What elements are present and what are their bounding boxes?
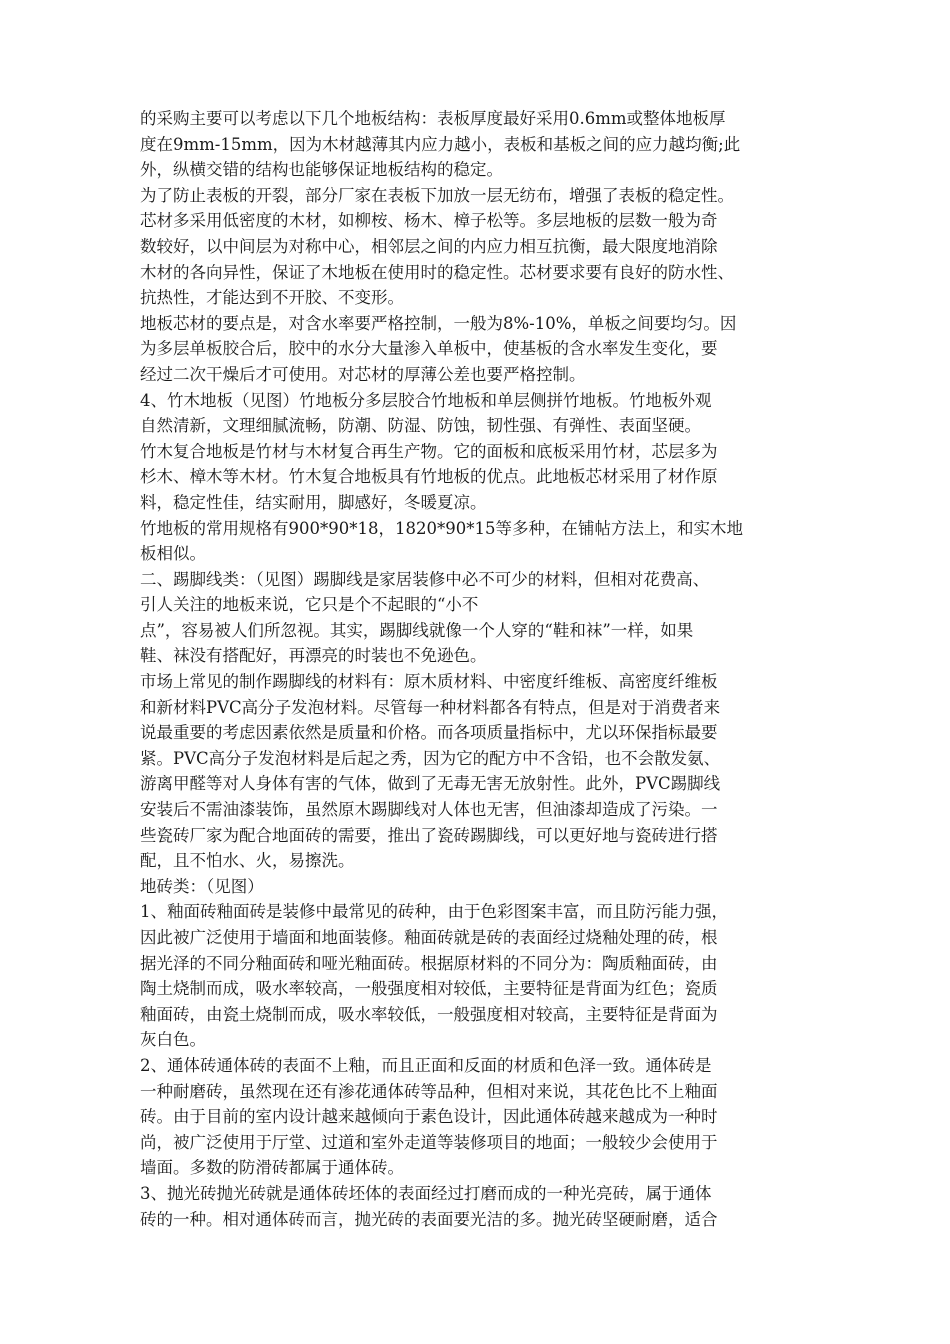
text-line: 度在9mm-15mm，因为木材越薄其内应力越小，表板和基板之间的应力越均衡;此	[140, 134, 741, 154]
text-line: 砖。由于目前的室内设计越来越倾向于素色设计，因此通体砖越来越成为一种时	[140, 1107, 718, 1127]
text-line: 说最重要的考虑因素依然是质量和价格。而各项质量指标中，尤以环保指标最要	[140, 723, 718, 743]
text-line: 一种耐磨砖，虽然现在还有渗花通体砖等品种，但相对来说，其花色比不上釉面	[140, 1081, 718, 1101]
text-line: 配，且不怕水、火，易擦洗。	[140, 851, 355, 871]
text-line: 墙面。多数的防滑砖都属于通体砖。	[140, 1158, 404, 1178]
text-line: 砖的一种。相对通体砖而言，抛光砖的表面要光洁的多。抛光砖坚硬耐磨，适合	[140, 1209, 718, 1229]
text-line: 杉木、樟木等木材。竹木复合地板具有竹地板的优点。此地板芯材采用了材作原	[140, 467, 718, 487]
text-line: 为多层单板胶合后，胶中的水分大量渗入单板中，使基板的含水率发生变化，要	[140, 339, 718, 359]
text-line: 为了防止表板的开裂，部分厂家在表板下加放一层无纺布，增强了表板的稳定性。	[140, 185, 734, 205]
text-line: 点”，容易被人们所忽视。其实，踢脚线就像一个人穿的“鞋和袜”一样，如果	[140, 620, 694, 640]
text-line: 3、抛光砖抛光砖就是通体砖坯体的表面经过打磨而成的一种光亮砖，属于通体	[140, 1183, 712, 1203]
text-line: 鞋、袜没有搭配好，再漂亮的时装也不免逊色。	[140, 646, 487, 666]
text-line: 紧。PVC高分子发泡材料是后起之秀，因为它的配方中不含铅，也不会散发氨、	[140, 748, 721, 768]
text-line: 地砖类：（见图）	[140, 876, 264, 896]
text-line: 4、竹木地板（见图）竹地板分多层胶合竹地板和单层侧拼竹地板。竹地板外观	[140, 390, 712, 410]
text-line: 板相似。	[140, 544, 206, 564]
text-line: 的采购主要可以考虑以下几个地板结构：表板厚度最好采用0.6mm或整体地板厚	[140, 109, 726, 128]
text-line: 陶土烧制而成，吸水率较高，一般强度相对较低，主要特征是背面为红色；瓷质	[140, 979, 718, 999]
text-line: 经过二次干燥后才可使用。对芯材的厚薄公差也要严格控制。	[140, 364, 586, 384]
text-line: 据光泽的不同分釉面砖和哑光釉面砖。根据原材料的不同分为：陶质釉面砖，由	[140, 953, 718, 973]
text-line: 引人关注的地板来说，它只是个不起眼的“小不	[140, 595, 479, 615]
text-line: 2、通体砖通体砖的表面不上釉，而且正面和反面的材质和色泽一致。通体砖是	[140, 1055, 712, 1075]
text-line: 木材的各向异性，保证了木地板在使用时的稳定性。芯材要求要有良好的防水性、	[140, 262, 734, 282]
text-line: 灰白色。	[140, 1030, 206, 1050]
text-line: 抗热性，才能达到不开胶、不变形。	[140, 288, 404, 308]
text-line: 竹木复合地板是竹材与木材复合再生产物。它的面板和底板采用竹材，芯层多为	[140, 441, 718, 461]
text-line: 因此被广泛使用于墙面和地面装修。釉面砖就是砖的表面经过烧釉处理的砖，根	[140, 928, 718, 947]
text-line: 安装后不需油漆装饰，虽然原木踢脚线对人体也无害，但油漆却造成了污染。一	[140, 800, 718, 820]
text-line: 些瓷砖厂家为配合地面砖的需要，推出了瓷砖踢脚线，可以更好地与瓷砖进行搭	[140, 825, 718, 845]
text-line: 数较好，以中间层为对称中心，相邻层之间的内应力相互抗衡，最大限度地消除	[140, 236, 718, 256]
text-line: 1、釉面砖釉面砖是装修中最常见的砖种，由于色彩图案丰富，而且防污能力强，	[140, 902, 728, 922]
text-line: 竹地板的常用规格有900*90*18，1820*90*15等多种，在铺帖方法上，和实木地	[140, 518, 743, 538]
document-page	[140, 106, 840, 1232]
text-line: 外，纵横交错的结构也能够保证地板结构的稳定。	[140, 160, 503, 180]
text-line: 釉面砖，由瓷土烧制而成，吸水率较低，一般强度相对较高，主要特征是背面为	[140, 1004, 718, 1024]
text-line: 尚，被广泛使用于厅堂、过道和室外走道等装修项目的地面；一般较少会使用于	[140, 1132, 718, 1152]
text-line: 自然清新，文理细腻流畅，防潮、防湿、防蚀，韧性强、有弹性、表面坚硬。	[140, 416, 701, 436]
text-line: 二、踢脚线类：（见图）踢脚线是家居装修中必不可少的材料，但相对花费高、	[140, 569, 710, 589]
text-line: 芯材多采用低密度的木材，如柳桉、杨木、樟子松等。多层地板的层数一般为奇	[140, 211, 718, 231]
text-line: 市场上常见的制作踢脚线的材料有：原木质材料、中密度纤维板、高密度纤维板	[140, 672, 718, 692]
text-line: 地板芯材的要点是，对含水率要严格控制，一般为8%-10%，单板之间要均匀。因	[140, 313, 737, 333]
text-line: 游离甲醛等对人身体有害的气体，做到了无毒无害无放射性。此外，PVC踢脚线	[140, 774, 721, 794]
text-line: 和新材料PVC高分子发泡材料。尽管每一种材料都各有特点，但是对于消费者来	[140, 697, 721, 717]
text-line: 料，稳定性佳，结实耐用，脚感好，冬暖夏凉。	[140, 492, 487, 512]
